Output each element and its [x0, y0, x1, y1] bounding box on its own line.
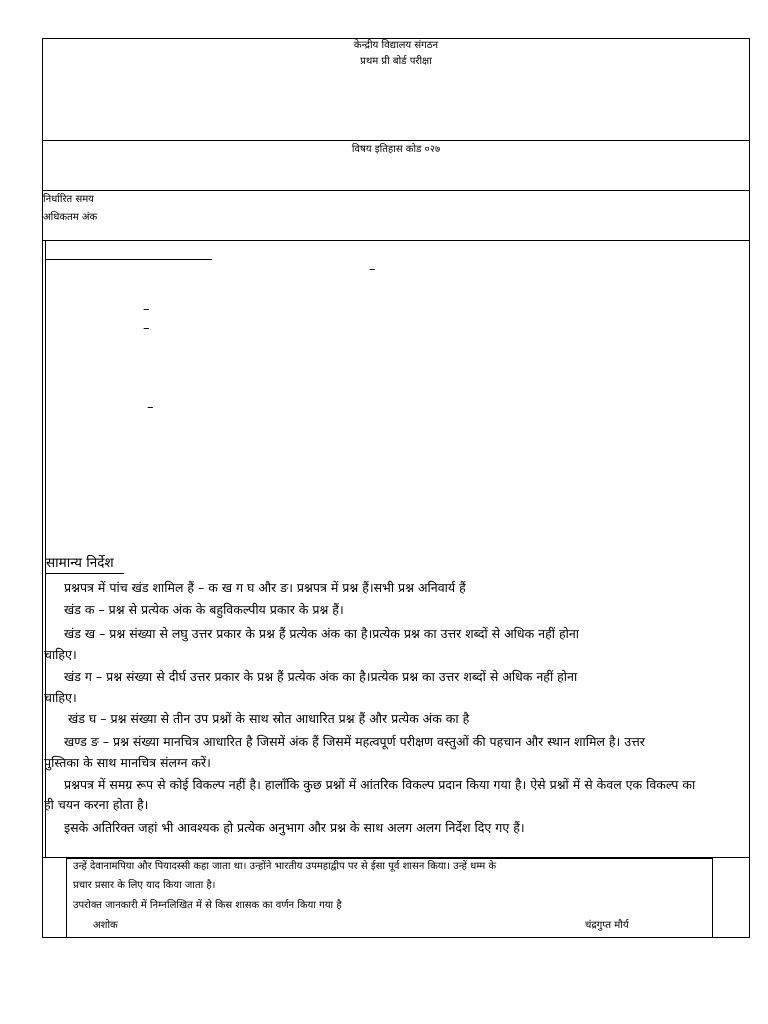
exam-title: प्रथम प्री बोर्ड परीक्षा [360, 56, 432, 67]
instruction-line: चाहिए। [44, 647, 77, 662]
divider-1 [42, 140, 750, 141]
org-title: केन्द्रीय विद्यालय संगठन [353, 40, 439, 51]
option-b: चंद्रगुप्त मौर्य [585, 920, 629, 931]
question-right-cell-border [712, 858, 713, 938]
dash-1: – [369, 262, 376, 277]
instruction-line: चाहिए। [44, 690, 77, 705]
instruction-line: प्रश्नपत्र में पांच खंड शामिल हैं – क ख ग घ और ङ। प्रश्नपत्र में प्रश्न हैं।सभी प्रश्न अनिवार्य हैं [64, 580, 466, 595]
dash-3: – [143, 321, 150, 336]
time-label: निर्धारित समय [43, 194, 94, 205]
question-line-3: उपरोक्त जानकारी में निम्नलिखित में से किस शासक का वर्णन किया गया है [73, 900, 342, 911]
instruction-line: प्रश्नपत्र में समग्र रूप से कोई विकल्प नहीं है। हालाँकि कुछ प्रश्नों में आंतरिक विकल्प प्रदान किया गया है। ऐसे प्रश्नों में से केवल एक विकल्प का [64, 777, 696, 792]
subject-line: विषय इतिहास कोड ०२७ [351, 144, 441, 155]
instruction-line: पुस्तिका के साथ मानचित्र संलग्न करें। [44, 755, 211, 770]
divider-3 [42, 240, 750, 241]
instruction-line: खण्ड ङ – प्रश्न संख्या मानचित्र आधारित है जिसमें अंक हैं जिसमें महत्वपूर्ण परीक्षण वस्तुओं की पहचान और स्थान शामिल है। उत्तर [64, 734, 645, 749]
question-line-1: उन्हें देवानामपिया और पियादस्सी कहा जाता था। उन्होंने भारतीय उपमहाद्वीप पर से ईसा पूर्व शासन किया। उन्हें धम्म के [73, 861, 497, 872]
instruction-line: इसके अतिरिक्त जहां भी आवश्यक हो प्रत्येक अनुभाग और प्रश्न के साथ अलग अलग निर्देश दिए गए हैं। [64, 820, 525, 835]
divider-2 [42, 190, 750, 191]
instructions-heading: सामान्य निर्देश [46, 555, 114, 571]
instruction-line: खंड क – प्रश्न से प्रत्येक अंक के बहुविकल्पीय प्रकार के प्रश्न हैं। [64, 602, 344, 617]
marks-label: अधिकतम अंक [43, 212, 98, 223]
instruction-line: खंड घ – प्रश्न संख्या से तीन उप प्रश्नों के साथ स्रोत आधारित प्रश्न हैं और प्रत्येक अंक का है [68, 711, 470, 726]
question-line-2: प्रचार प्रसार के लिए याद किया जाता है। [73, 880, 216, 891]
instruction-line: खंड ख – प्रश्न संख्या से लघु उत्तर प्रकार के प्रश्न हैं प्रत्येक अंक का है।प्रत्येक प्रश्न का उत्तर शब्दों से अधिक नहीं होना [64, 626, 579, 641]
dash-4: – [147, 400, 154, 415]
instruction-line: खंड ग – प्रश्न संख्या से दीर्घ उत्तर प्रकार के प्रश्न हैं प्रत्येक अंक का है।प्रत्येक प्रश्न का उत्तर शब्दों से अधिक नहीं होना [64, 669, 578, 684]
instruction-line: ही चयन करना होता है। [44, 797, 149, 812]
instructions-heading-underline [46, 573, 124, 574]
dash-2: – [143, 302, 150, 317]
blank-underline [46, 259, 212, 260]
option-a: अशोक [93, 920, 118, 931]
